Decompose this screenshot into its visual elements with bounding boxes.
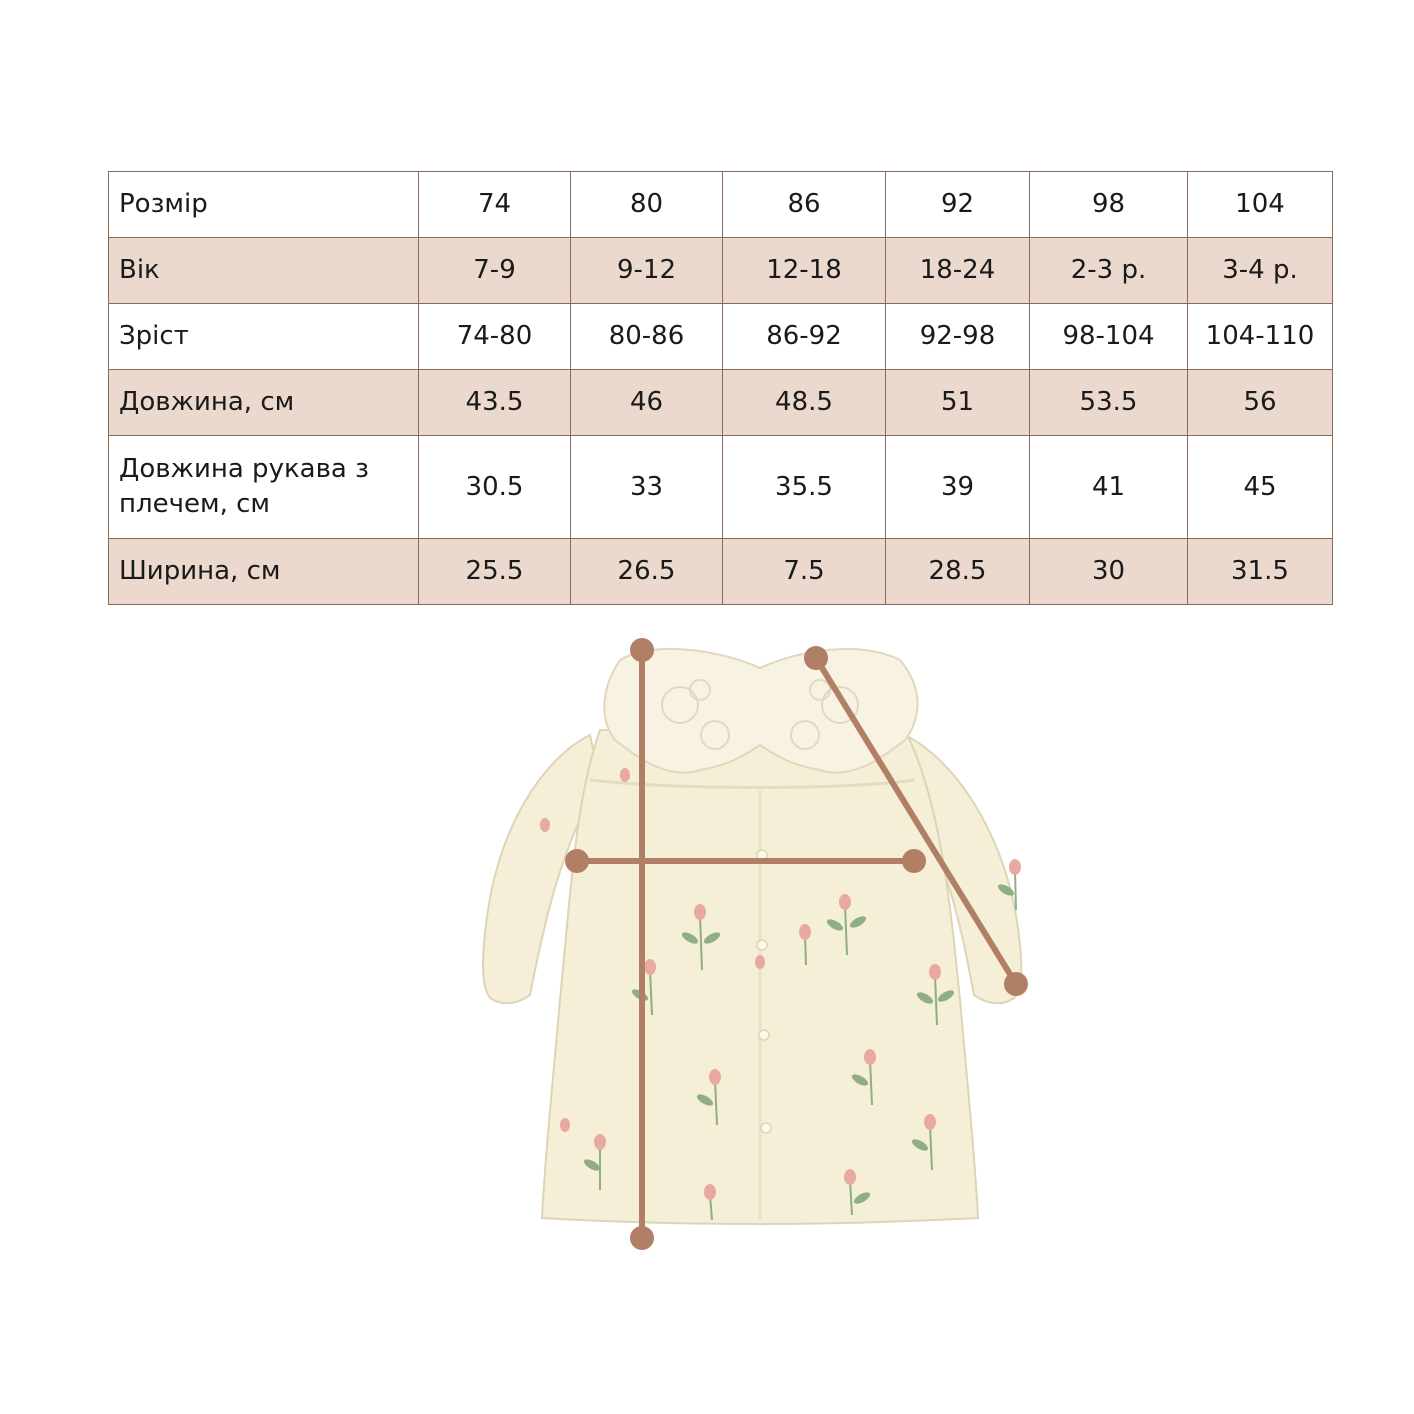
row-label: Довжина рукава з плечем, см — [109, 436, 419, 539]
table-row-height — [109, 304, 1333, 370]
table-cell: 7.5 — [723, 539, 886, 605]
table-cell: 31.5 — [1188, 539, 1333, 605]
table-cell: 46 — [571, 370, 723, 436]
table-cell: 74-80 — [419, 304, 571, 370]
table-row-age — [109, 238, 1333, 304]
table-cell: 43.5 — [419, 370, 571, 436]
table-cell: 92-98 — [886, 304, 1030, 370]
table-row-size — [109, 172, 1333, 238]
table-cell: 51 — [886, 370, 1030, 436]
table-cell: 98-104 — [1030, 304, 1188, 370]
table-cell: 7-9 — [419, 238, 571, 304]
table-cell: 3-4 р. — [1188, 238, 1333, 304]
table-cell: 18-24 — [886, 238, 1030, 304]
table-cell: 92 — [886, 172, 1030, 238]
table-cell: 45 — [1188, 436, 1333, 539]
table-cell: 48.5 — [723, 370, 886, 436]
table-cell: 80 — [571, 172, 723, 238]
row-label: Зріст — [109, 304, 419, 370]
table-cell: 30.5 — [419, 436, 571, 539]
table-cell: 12-18 — [723, 238, 886, 304]
table-cell: 80-86 — [571, 304, 723, 370]
table-cell: 56 — [1188, 370, 1333, 436]
row-label: Ширина, см — [109, 539, 419, 605]
row-label: Вік — [109, 238, 419, 304]
table-cell: 86-92 — [723, 304, 886, 370]
table-cell: 9-12 — [571, 238, 723, 304]
table-cell: 86 — [723, 172, 886, 238]
table-row-sleeve-length — [109, 436, 1333, 539]
table-cell: 35.5 — [723, 436, 886, 539]
table-cell: 98 — [1030, 172, 1188, 238]
row-label: Довжина, см — [109, 370, 419, 436]
table-row-length — [109, 370, 1333, 436]
table-cell: 53.5 — [1030, 370, 1188, 436]
table-cell: 33 — [571, 436, 723, 539]
size-chart-table — [108, 171, 1333, 605]
table-cell: 104-110 — [1188, 304, 1333, 370]
table-cell: 30 — [1030, 539, 1188, 605]
table-cell: 25.5 — [419, 539, 571, 605]
table-cell: 104 — [1188, 172, 1333, 238]
table-cell: 74 — [419, 172, 571, 238]
dress-illustration — [460, 630, 1060, 1250]
row-label: Розмір — [109, 172, 419, 238]
table-cell: 41 — [1030, 436, 1188, 539]
table-row-width — [109, 539, 1333, 605]
table-cell: 39 — [886, 436, 1030, 539]
table-cell: 2-3 р. — [1030, 238, 1188, 304]
table-cell: 26.5 — [571, 539, 723, 605]
table-cell: 28.5 — [886, 539, 1030, 605]
